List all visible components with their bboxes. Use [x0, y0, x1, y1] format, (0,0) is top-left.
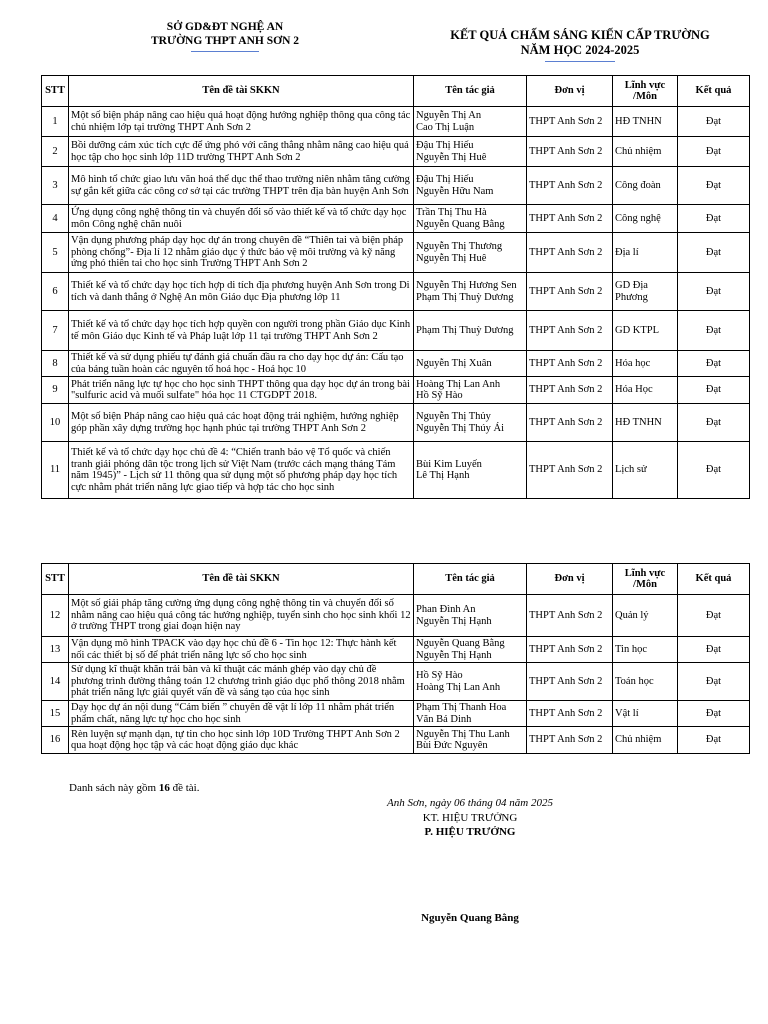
- author-name: Phạm Thị Thuỳ Dương: [416, 324, 514, 336]
- cell-field: Quản lý: [613, 595, 678, 637]
- cell-title: Rèn luyện sự mạnh dạn, tự tin cho học sinh lớp 10D Trường THPT Anh Sơn 2 qua hoạt động học tập và các hoạt động giáo dục khác: [69, 727, 414, 754]
- cell-authors: [414, 442, 527, 499]
- cell-unit: THPT Anh Sơn 2: [527, 663, 613, 701]
- cell-unit: THPT Anh Sơn 2: [527, 205, 613, 233]
- cell-result: Đạt: [678, 137, 750, 167]
- author-name: Nguyễn Thị Huê: [416, 252, 487, 264]
- cell-result: Đạt: [678, 205, 750, 233]
- table-row: [42, 273, 750, 311]
- author-name: Nguyễn Thị Thu Lanh: [416, 728, 510, 740]
- cell-stt: 7: [42, 311, 69, 351]
- table-row: [42, 637, 750, 663]
- cell-stt: 9: [42, 377, 69, 404]
- col-stt: STT: [42, 76, 69, 107]
- cell-unit: THPT Anh Sơn 2: [527, 404, 613, 442]
- cell-field: Hóa học: [613, 351, 678, 377]
- cell-authors: [414, 311, 527, 351]
- cell-authors: [414, 167, 527, 205]
- results-table-2: [41, 563, 750, 754]
- col-title: Tên đề tài SKKN: [69, 76, 414, 107]
- cell-stt: 5: [42, 233, 69, 273]
- cell-authors: [414, 701, 527, 727]
- cell-stt: 8: [42, 351, 69, 377]
- author-name: Phan Đình An: [416, 604, 476, 615]
- cell-title: Thiết kế và tổ chức dạy học tích hợp quyền con người trong phần Giáo dục Kinh tế môn Giáo dục Kinh tế và Pháp luật lớp 11 tại trường THPT Anh Sơn 2: [69, 311, 414, 351]
- cell-result: Đạt: [678, 351, 750, 377]
- cell-authors: [414, 663, 527, 701]
- col-unit: Đơn vị: [527, 564, 613, 595]
- sign-title: KT. HIỆU TRƯỞNG: [422, 812, 518, 824]
- cell-field: GD KTPL: [613, 311, 678, 351]
- cell-result: Đạt: [678, 637, 750, 663]
- cell-unit: THPT Anh Sơn 2: [527, 137, 613, 167]
- cell-title: Thiết kế và tổ chức dạy học tích hợp di tích địa phương huyện Anh Sơn trong Di tích và danh thắng ở Nghệ An môn Giáo dục Địa phương lớp 11: [69, 273, 414, 311]
- author-name: Nguyễn Thị An: [416, 110, 482, 121]
- table-row: [42, 205, 750, 233]
- cell-field: Chủ nhiệm: [613, 137, 678, 167]
- cell-title: Thiết kế và sử dụng phiếu tự đánh giá chuẩn đầu ra cho dạy học dự án: Cấu tạo của bảng tuần hoàn các nguyên tố hoá học - Hoá học 10: [69, 351, 414, 377]
- cell-unit: THPT Anh Sơn 2: [527, 107, 613, 137]
- cell-result: Đạt: [678, 233, 750, 273]
- author-name: Phạm Thị Thuỳ Dương: [416, 291, 514, 303]
- cell-title: Sử dụng kĩ thuật khăn trải bàn và kĩ thuật các mảnh ghép vào dạy chủ đề phương trình đường thẳng toán 12 chương trình giáo dục phổ thông 2018 nhằm phát triển năng lực giải quyết vấn đề và sáng tạo của học sinh: [69, 663, 414, 701]
- count-note: [69, 782, 199, 794]
- cell-stt: 16: [42, 727, 69, 754]
- cell-result: Đạt: [678, 663, 750, 701]
- cell-stt: 4: [42, 205, 69, 233]
- cell-result: Đạt: [678, 167, 750, 205]
- table-row: [42, 351, 750, 377]
- col-stt: STT: [42, 564, 69, 595]
- header-right-underline: [545, 61, 615, 62]
- header-right: [430, 28, 730, 62]
- cell-field: Toán học: [613, 663, 678, 701]
- author-name: Nguyễn Thị Hạnh: [416, 649, 492, 661]
- table-row: [42, 311, 750, 351]
- cell-stt: 10: [42, 404, 69, 442]
- cell-authors: [414, 107, 527, 137]
- cell-result: Đạt: [678, 311, 750, 351]
- cell-authors: [414, 137, 527, 167]
- cell-stt: 15: [42, 701, 69, 727]
- cell-authors: [414, 727, 527, 754]
- author-name: Nguyễn Thị Huê: [416, 151, 487, 163]
- author-name: Đậu Thị Hiếu: [416, 140, 474, 151]
- author-name: Bùi Đức Nguyên: [416, 740, 488, 751]
- table-row: [42, 442, 750, 499]
- cell-unit: THPT Anh Sơn 2: [527, 273, 613, 311]
- author-name: Nguyễn Thị Hương Sen: [416, 280, 517, 291]
- cell-field: Công đoàn: [613, 167, 678, 205]
- col-result: Kết quả: [678, 564, 750, 595]
- col-field: Lĩnh vực /Môn: [613, 76, 678, 107]
- col-authors: Tên tác giả: [414, 76, 527, 107]
- cell-result: Đạt: [678, 701, 750, 727]
- cell-stt: 6: [42, 273, 69, 311]
- cell-title: Vận dụng mô hình TPACK vào dạy học chủ đề 6 - Tin học 12: Thực hành kết nối các thiết bị số để phát triển năng lực số cho học sinh: [69, 637, 414, 663]
- count-value: 16: [158, 782, 170, 794]
- col-unit: Đơn vị: [527, 76, 613, 107]
- author-name: Hoàng Thị Lan Anh: [416, 681, 501, 693]
- cell-title: Một số biện pháp nâng cao hiệu quả hoạt động hướng nghiệp thông qua công tác chủ nhiệm lớp tại trường THPT Anh Sơn 2: [69, 107, 414, 137]
- cell-stt: 14: [42, 663, 69, 701]
- cell-authors: [414, 595, 527, 637]
- count-suffix: đề tài.: [169, 782, 200, 794]
- header-left-underline: [191, 51, 259, 52]
- cell-result: Đạt: [678, 107, 750, 137]
- count-prefix: Danh sách này gồm: [69, 782, 159, 794]
- author-name: Hồ Sỹ Hào: [416, 670, 463, 681]
- cell-unit: THPT Anh Sơn 2: [527, 351, 613, 377]
- cell-unit: THPT Anh Sơn 2: [527, 377, 613, 404]
- author-name: Nguyễn Thị Thương: [416, 241, 503, 252]
- table-row: [42, 233, 750, 273]
- col-title: Tên đề tài SKKN: [69, 564, 414, 595]
- cell-field: HĐ TNHN: [613, 107, 678, 137]
- cell-field: Vật lí: [613, 701, 678, 727]
- cell-stt: 12: [42, 595, 69, 637]
- cell-authors: [414, 377, 527, 404]
- results-table-1: [41, 75, 750, 499]
- school-name: TRƯỜNG THPT ANH SƠN 2: [150, 35, 300, 47]
- cell-field: GD Địa Phương: [613, 273, 678, 311]
- cell-authors: [414, 637, 527, 663]
- cell-title: Một số biện Pháp nâng cao hiệu quả các hoạt động trải nghiệm, hướng nghiệp góp phần xây dựng trường học hạnh phúc tại trường THPT Anh Sơn 2: [69, 404, 414, 442]
- author-name: Hoàng Thị Lan Anh: [416, 378, 501, 390]
- cell-unit: THPT Anh Sơn 2: [527, 727, 613, 754]
- cell-unit: THPT Anh Sơn 2: [527, 701, 613, 727]
- cell-title: Phát triển năng lực tự học cho học sinh THPT thông qua dạy học dự án trong bài "sulfuric acid và muối sulfate" hóa học 11 CTGDPT 2018.: [69, 377, 414, 404]
- cell-result: Đạt: [678, 273, 750, 311]
- cell-result: Đạt: [678, 595, 750, 637]
- cell-title: Ứng dụng công nghệ thông tin và chuyển đổi số vào thiết kế và tổ chức dạy học môn Công nghệ chăn nuôi: [69, 205, 414, 233]
- author-name: Nguyễn Quang Bằng: [416, 638, 505, 649]
- col-authors: Tên tác giả: [414, 564, 527, 595]
- cell-unit: THPT Anh Sơn 2: [527, 595, 613, 637]
- table-header-row: [42, 564, 750, 595]
- cell-stt: 3: [42, 167, 69, 205]
- cell-unit: THPT Anh Sơn 2: [527, 637, 613, 663]
- cell-authors: [414, 273, 527, 311]
- school-year: NĂM HỌC 2024-2025: [520, 43, 640, 57]
- place-date: Anh Sơn, ngày 06 tháng 04 năm 2025: [387, 797, 553, 809]
- cell-title: Vận dụng phương pháp dạy học dự án trong chuyên đề “Thiên tai và biện pháp phòng chống”- Địa lí 12 nhằm giáo dục ý thức bảo vệ môi trường và kỹ năng ứng phó thiên tai cho học sinh Trường THPT Anh Sơn 2: [69, 233, 414, 273]
- cell-unit: THPT Anh Sơn 2: [527, 167, 613, 205]
- cell-field: Công nghệ: [613, 205, 678, 233]
- author-name: Nguyễn Thị Hạnh: [416, 615, 492, 627]
- cell-result: Đạt: [678, 404, 750, 442]
- table-header-row: [42, 76, 750, 107]
- sign-subtitle: P. HIỆU TRƯỞNG: [424, 826, 516, 838]
- cell-stt: 1: [42, 107, 69, 137]
- table-row: [42, 167, 750, 205]
- author-name: Nguyễn Quang Bằng: [416, 218, 505, 230]
- cell-result: Đạt: [678, 442, 750, 499]
- table-row: [42, 663, 750, 701]
- author-name: Bùi Kim Luyến: [416, 458, 482, 470]
- cell-authors: [414, 233, 527, 273]
- department-name: SỞ GD&ĐT NGHỆ AN: [166, 21, 284, 33]
- author-name: Cao Thị Luận: [416, 121, 475, 133]
- cell-field: HĐ TNHN: [613, 404, 678, 442]
- cell-field: Chủ nhiệm: [613, 727, 678, 754]
- cell-title: Bồi dưỡng cảm xúc tích cực để ứng phó với căng thẳng nhằm nâng cao hiệu quả học tập cho học sinh lớp 11D trường THPT Anh Sơn 2: [69, 137, 414, 167]
- col-result: Kết quả: [678, 76, 750, 107]
- table-row: [42, 727, 750, 754]
- cell-title: Thiết kế và tổ chức dạy học chủ đề 4: “Chiến tranh bảo vệ Tổ quốc và chiến tranh giải phóng dân tộc trong lịch sử Việt Nam (trước cách mạng tháng Tám năm 1945)” - Lịch sử 11 thông qua sử dụng một số phương pháp dạy học tích cực nhằm phát triển năng lực giao tiếp và hợp tác cho học sinh: [69, 442, 414, 499]
- table-row: [42, 595, 750, 637]
- cell-title: Mô hình tổ chức giao lưu văn hoá thể dục thể thao trường niên nhằm tăng cường sự gắn kết giữa các công cơ sở tại các trường THPT trên địa bàn huyện Anh Sơn: [69, 167, 414, 205]
- cell-unit: THPT Anh Sơn 2: [527, 233, 613, 273]
- col-field: Lĩnh vực /Môn: [613, 564, 678, 595]
- cell-title: Một số giải pháp tăng cường ứng dụng công nghệ thông tin và chuyển đổi số nhằm nâng cao hiệu quả công tác hướng nghiệp, tuyển sinh cho học sinh khối 12 ở trường THPT trong giai đoạn hiện nay: [69, 595, 414, 637]
- table-row: [42, 137, 750, 167]
- author-name: Nguyễn Thị Xuân: [416, 357, 492, 369]
- header-left: [130, 20, 320, 52]
- cell-unit: THPT Anh Sơn 2: [527, 311, 613, 351]
- cell-result: Đạt: [678, 377, 750, 404]
- author-name: Nguyễn Thị Thúy Ái: [416, 422, 504, 434]
- signer-name: Nguyễn Quang Bằng: [421, 912, 519, 924]
- cell-unit: THPT Anh Sơn 2: [527, 442, 613, 499]
- author-name: Văn Bá Dinh: [416, 713, 472, 725]
- cell-authors: [414, 404, 527, 442]
- cell-field: Hóa Học: [613, 377, 678, 404]
- cell-stt: 11: [42, 442, 69, 499]
- cell-title: Dạy học dự án nội dung “Cảm biến ” chuyên đề vật lí lớp 11 nhằm phát triển phẩm chất, năng lực tự học cho học sinh: [69, 701, 414, 727]
- document-title: KẾT QUẢ CHẤM SÁNG KIẾN CẤP TRƯỜNG: [450, 28, 710, 42]
- cell-field: Lịch sử: [613, 442, 678, 499]
- table-row: [42, 107, 750, 137]
- table-row: [42, 404, 750, 442]
- author-name: Phạm Thị Thanh Hoa: [416, 702, 507, 713]
- cell-authors: [414, 205, 527, 233]
- table-row: [42, 377, 750, 404]
- author-name: Nguyễn Thị Thủy: [416, 411, 491, 422]
- table-row: [42, 701, 750, 727]
- cell-stt: 13: [42, 637, 69, 663]
- cell-authors: [414, 351, 527, 377]
- cell-field: Địa lí: [613, 233, 678, 273]
- cell-result: Đạt: [678, 727, 750, 754]
- author-name: Đậu Thị Hiếu: [416, 174, 474, 185]
- author-name: Nguyễn Hữu Nam: [416, 185, 494, 197]
- author-name: Lê Thị Hạnh: [416, 470, 470, 481]
- cell-field: Tin học: [613, 637, 678, 663]
- author-name: Trần Thị Thu Hà: [416, 207, 487, 218]
- author-name: Hồ Sỹ Hào: [416, 390, 463, 401]
- cell-stt: 2: [42, 137, 69, 167]
